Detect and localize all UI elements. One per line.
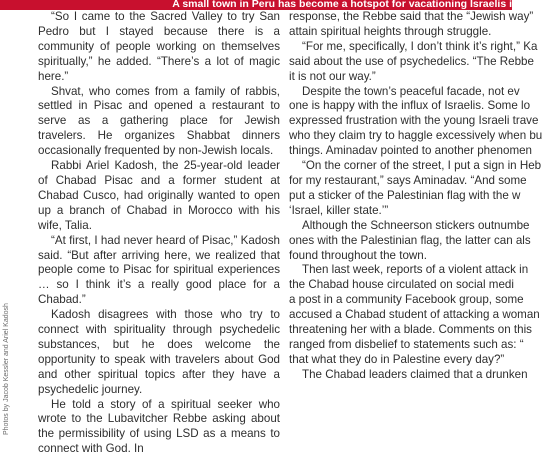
text-line: accused a Chabad student of attacking a woman [289,308,540,322]
text-line: response, the Rebbe said that the “Jewish way” [289,10,534,23]
text-line: Despite the town’s peaceful facade, not ev [302,84,520,98]
text-line: “On the corner of the street, I put a sign in Heb [302,159,542,173]
text-line: who they claim try to haggle excessively when bu [289,129,542,143]
text-line: a post in a community Facebook group, some [289,293,524,307]
text-line: Then last week, reports of a violent attack in [302,263,529,277]
text-line: The Chabad leaders claimed that a drunken [302,367,528,381]
text-line: Although the Schneerson stickers outnumbe [302,218,530,232]
text-line: things. Aminadav pointed to another phenomen [289,144,532,158]
right-text-column [289,10,542,383]
section-header-bar [0,0,512,10]
text-line: said about the use of psychedelics. “The Rebbe [289,54,534,68]
text-line: for my restaurant,” says Aminadav. “And some [289,173,527,187]
text-line: “For me, specifically, I don’t think it’s right,” Ka [302,39,538,53]
article-title: A small town in Peru has become a hotspot for vacationing Israelis i [172,0,512,10]
text-line: attain spiritual heights through struggle. [289,24,492,38]
paragraph: “So I came to the Sacred Valley to try San Pedro but I stayed because there is a community of people working on themselves spiritually,” he added. “There’s a lot of magic here.” [38,10,280,83]
paragraph: He told a story of a spiritual seeker who wrote to the Lubavitcher Rebbe asking about the permissibility of using LSD as a means to connect with God. In [38,397,280,456]
text-line: one is happy with the influx of Israelis. Some lo [289,99,531,113]
text-line: the Chabad house circulated on social medi [289,278,514,292]
paragraph: “At first, I had never heard of Pisac,” Kadosh said. “But after arriving here, we realized that people come to Pisac for spiritual experiences … so I think it’s a really good place for a Chabad.” [38,233,280,307]
paragraph: Shvat, who comes from a family of rabbis, settled in Pisac and opened a restaurant to serve as a gathering place for Jewish travelers. He organizes Shabbat dinners occasionally frequented by non-Jewish locals. [38,84,280,158]
paragraph: Kadosh disagrees with those who try to connect with spirituality through psychedelic substances, but he does welcome the opportunity to speak with travelers about God and other spiritual topics after they have a psychedelic journey. [38,308,280,396]
text-line: it is not our way.” [289,69,376,83]
text-line: put a sticker of the Palestinian flag with the w [289,188,521,202]
left-text-column [38,10,280,457]
text-line: found throughout the town. [289,248,427,262]
photo-credit: Photos by Jacob Kessler and Ariel Kadosh [3,303,10,435]
text-line: ‘Israel, killer state.’” [289,203,389,217]
text-line: ones with the Palestinian flag, the latter can als [289,233,531,247]
text-line: expressed frustration with the young Israeli trave [289,114,539,128]
text-line: threatening her with a blade. Comments on this [289,323,532,337]
text-line: that what they do in Palestine every day?” [289,352,505,366]
paragraph: Rabbi Ariel Kadosh, the 25-year-old leader of Chabad Pisac and a former student at Chabad Cusco, had originally wanted to open up a branch of Chabad in Morocco with his wife, Talia. [38,159,280,232]
text-line: ranged from disbelief to statements such as: “ [289,337,524,351]
